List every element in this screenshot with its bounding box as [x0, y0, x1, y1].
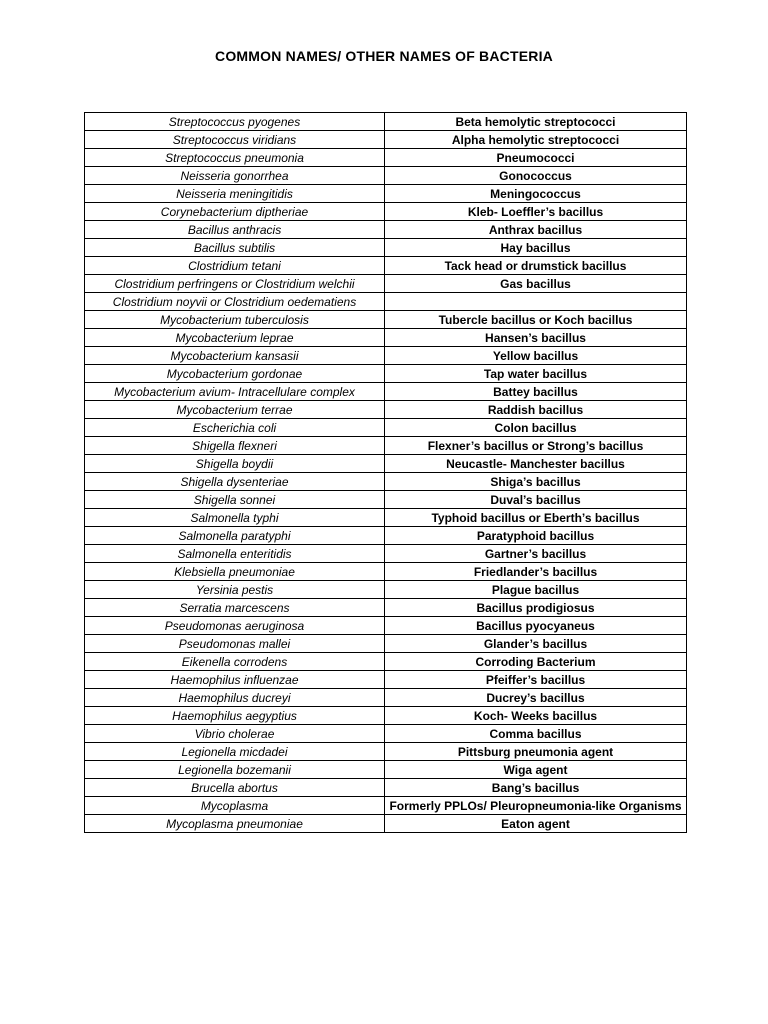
common-name-cell: Kleb- Loeffler’s bacillus [385, 203, 687, 221]
scientific-name-cell: Salmonella paratyphi [85, 527, 385, 545]
scientific-name-cell: Shigella dysenteriae [85, 473, 385, 491]
table-row [85, 131, 687, 149]
common-name-cell: Ducrey’s bacillus [385, 689, 687, 707]
scientific-name-cell: Streptococcus pneumonia [85, 149, 385, 167]
common-name-cell: Beta hemolytic streptococci [385, 113, 687, 131]
scientific-name-cell: Legionella bozemanii [85, 761, 385, 779]
common-name-cell: Meningococcus [385, 185, 687, 203]
table-body [85, 113, 687, 833]
table-row [85, 653, 687, 671]
scientific-name-cell: Clostridium perfringens or Clostridium welchii [85, 275, 385, 293]
table-row [85, 221, 687, 239]
scientific-name-cell: Mycobacterium tuberculosis [85, 311, 385, 329]
common-name-cell: Bacillus prodigiosus [385, 599, 687, 617]
table-row [85, 419, 687, 437]
bacteria-names-table [84, 112, 687, 833]
table-row [85, 797, 687, 815]
table-row [85, 293, 687, 311]
common-name-cell: Gonococcus [385, 167, 687, 185]
table-row [85, 743, 687, 761]
table-row [85, 581, 687, 599]
common-name-cell: Friedlander’s bacillus [385, 563, 687, 581]
common-name-cell: Comma bacillus [385, 725, 687, 743]
scientific-name-cell: Bacillus anthracis [85, 221, 385, 239]
common-name-cell: Bang’s bacillus [385, 779, 687, 797]
scientific-name-cell: Mycobacterium avium- Intracellulare complex [85, 383, 385, 401]
table-row [85, 365, 687, 383]
scientific-name-cell: Serratia marcescens [85, 599, 385, 617]
common-name-cell: Alpha hemolytic streptococci [385, 131, 687, 149]
common-name-cell: Glander’s bacillus [385, 635, 687, 653]
common-name-cell: Paratyphoid bacillus [385, 527, 687, 545]
scientific-name-cell: Legionella micdadei [85, 743, 385, 761]
common-name-cell: Eaton agent [385, 815, 687, 833]
scientific-name-cell: Eikenella corrodens [85, 653, 385, 671]
scientific-name-cell: Streptococcus viridians [85, 131, 385, 149]
common-name-cell: Raddish bacillus [385, 401, 687, 419]
scientific-name-cell: Haemophilus influenzae [85, 671, 385, 689]
table-row [85, 275, 687, 293]
common-name-cell: Bacillus pyocyaneus [385, 617, 687, 635]
scientific-name-cell: Mycoplasma [85, 797, 385, 815]
common-name-cell: Tap water bacillus [385, 365, 687, 383]
common-name-cell: Hay bacillus [385, 239, 687, 257]
scientific-name-cell: Shigella boydii [85, 455, 385, 473]
table-row [85, 563, 687, 581]
table-row [85, 239, 687, 257]
scientific-name-cell: Salmonella typhi [85, 509, 385, 527]
common-name-cell: Neucastle- Manchester bacillus [385, 455, 687, 473]
table-row [85, 527, 687, 545]
scientific-name-cell: Vibrio cholerae [85, 725, 385, 743]
table-row [85, 311, 687, 329]
scientific-name-cell: Mycoplasma pneumoniae [85, 815, 385, 833]
common-name-cell: Hansen’s bacillus [385, 329, 687, 347]
common-name-cell: Pneumococci [385, 149, 687, 167]
common-name-cell: Corroding Bacterium [385, 653, 687, 671]
common-name-cell: Colon bacillus [385, 419, 687, 437]
scientific-name-cell: Salmonella enteritidis [85, 545, 385, 563]
scientific-name-cell: Pseudomonas aeruginosa [85, 617, 385, 635]
common-name-cell: Formerly PPLOs/ Pleuropneumonia-like Organisms [385, 797, 687, 815]
scientific-name-cell: Streptococcus pyogenes [85, 113, 385, 131]
table-row [85, 113, 687, 131]
table-row [85, 149, 687, 167]
scientific-name-cell: Corynebacterium diptheriae [85, 203, 385, 221]
scientific-name-cell: Klebsiella pneumoniae [85, 563, 385, 581]
scientific-name-cell: Mycobacterium gordonae [85, 365, 385, 383]
scientific-name-cell: Neisseria meningitidis [85, 185, 385, 203]
table-row [85, 383, 687, 401]
scientific-name-cell: Haemophilus ducreyi [85, 689, 385, 707]
scientific-name-cell: Escherichia coli [85, 419, 385, 437]
table-row [85, 347, 687, 365]
table-row [85, 491, 687, 509]
scientific-name-cell: Mycobacterium leprae [85, 329, 385, 347]
scientific-name-cell: Mycobacterium terrae [85, 401, 385, 419]
table-row [85, 671, 687, 689]
common-name-cell: Gartner’s bacillus [385, 545, 687, 563]
common-name-cell: Gas bacillus [385, 275, 687, 293]
scientific-name-cell: Pseudomonas mallei [85, 635, 385, 653]
table-row [85, 725, 687, 743]
common-name-cell: Tack head or drumstick bacillus [385, 257, 687, 275]
scientific-name-cell: Bacillus subtilis [85, 239, 385, 257]
table-row [85, 401, 687, 419]
table-row [85, 545, 687, 563]
scientific-name-cell: Haemophilus aegyptius [85, 707, 385, 725]
table-row [85, 167, 687, 185]
common-name-cell: Typhoid bacillus or Eberth’s bacillus [385, 509, 687, 527]
scientific-name-cell: Shigella flexneri [85, 437, 385, 455]
scientific-name-cell: Neisseria gonorrhea [85, 167, 385, 185]
common-name-cell: Yellow bacillus [385, 347, 687, 365]
table-row [85, 437, 687, 455]
common-name-cell: Koch- Weeks bacillus [385, 707, 687, 725]
table-row [85, 203, 687, 221]
scientific-name-cell: Shigella sonnei [85, 491, 385, 509]
common-name-cell: Anthrax bacillus [385, 221, 687, 239]
scientific-name-cell: Clostridium tetani [85, 257, 385, 275]
common-name-cell: Wiga agent [385, 761, 687, 779]
common-name-cell: Pfeiffer’s bacillus [385, 671, 687, 689]
table-row [85, 689, 687, 707]
table-row [85, 707, 687, 725]
table-row [85, 185, 687, 203]
table-row [85, 617, 687, 635]
scientific-name-cell: Mycobacterium kansasii [85, 347, 385, 365]
table-row [85, 509, 687, 527]
common-name-cell: Flexner’s bacillus or Strong’s bacillus [385, 437, 687, 455]
table-row [85, 635, 687, 653]
common-name-cell [385, 293, 687, 311]
table-row [85, 455, 687, 473]
table-row [85, 815, 687, 833]
table-row [85, 599, 687, 617]
scientific-name-cell: Clostridium noyvii or Clostridium oedematiens [85, 293, 385, 311]
common-name-cell: Battey bacillus [385, 383, 687, 401]
table-row [85, 761, 687, 779]
table-row [85, 329, 687, 347]
table-row [85, 473, 687, 491]
table-row [85, 779, 687, 797]
common-name-cell: Shiga’s bacillus [385, 473, 687, 491]
document-title: COMMON NAMES/ OTHER NAMES OF BACTERIA [215, 48, 553, 64]
scientific-name-cell: Brucella abortus [85, 779, 385, 797]
common-name-cell: Tubercle bacillus or Koch bacillus [385, 311, 687, 329]
common-name-cell: Duval’s bacillus [385, 491, 687, 509]
common-name-cell: Pittsburg pneumonia agent [385, 743, 687, 761]
common-name-cell: Plague bacillus [385, 581, 687, 599]
scientific-name-cell: Yersinia pestis [85, 581, 385, 599]
table-row [85, 257, 687, 275]
